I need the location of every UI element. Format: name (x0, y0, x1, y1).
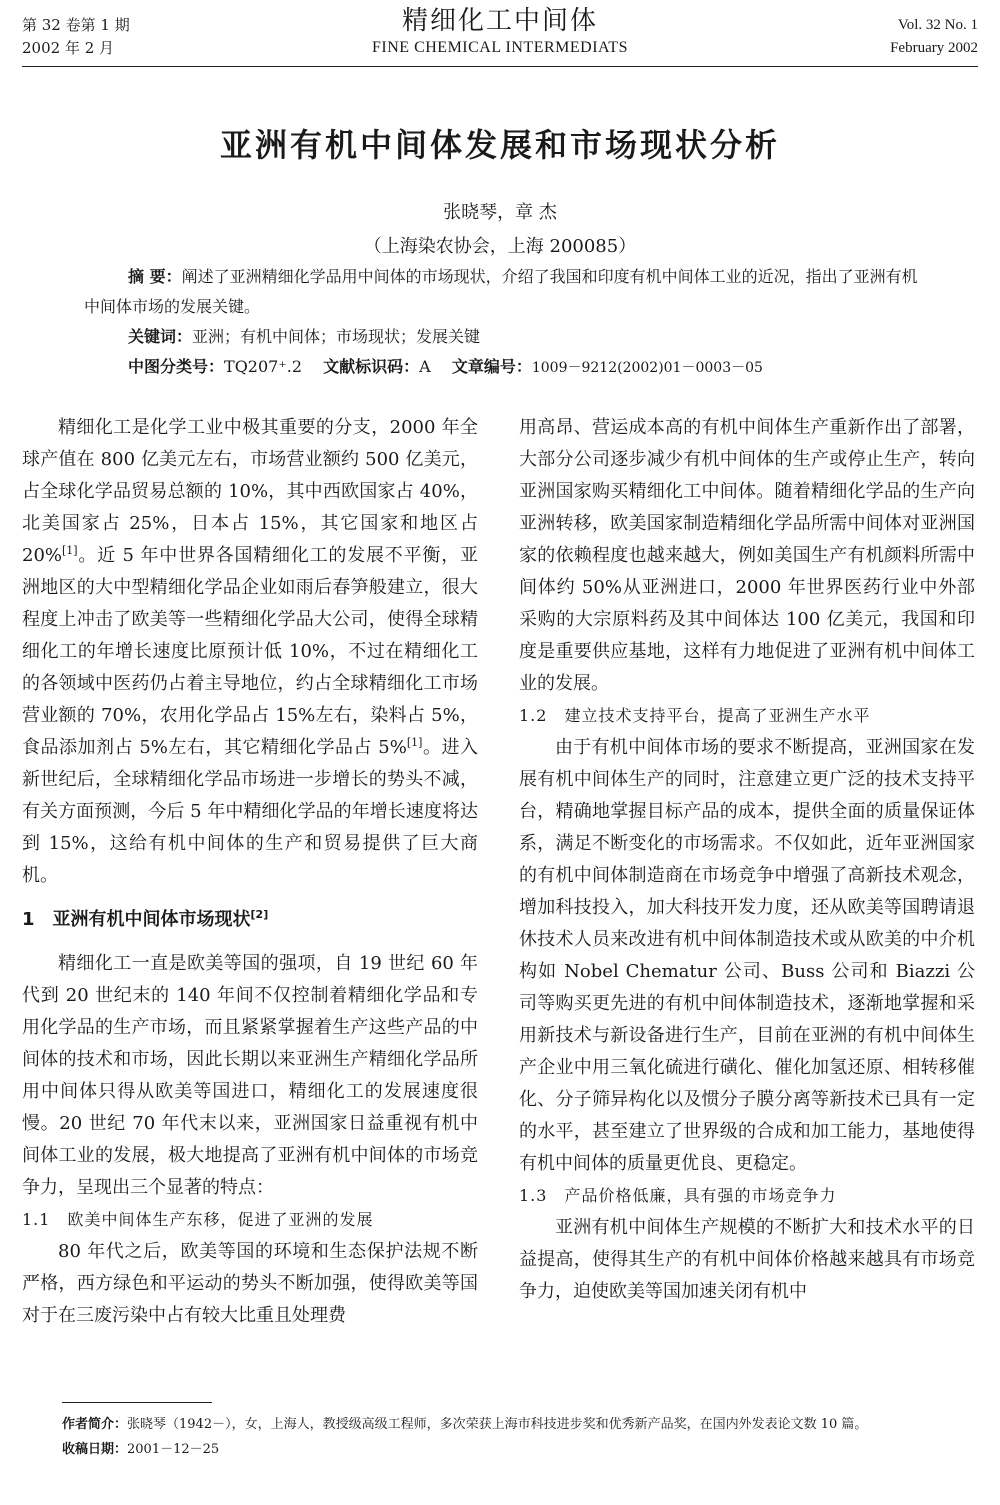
right-column (519, 412, 975, 1308)
header-rule (22, 66, 978, 67)
paragraph-intro (22, 412, 478, 892)
footnote-rule (62, 1402, 212, 1403)
article-title: 亚洲有机中间体发展和市场现状分析 (219, 126, 780, 164)
intro-text-a: 精细化工是化学工业中极其重要的分支，2000 年全球产值在 800 亿美元左右，市场营业额约 500 亿美元，占全球化学品贸易总额的 10%，其中西欧国家占 40%，北美国家占 25%，日本占 15%，其它国家和地区占 20% (22, 417, 478, 566)
intro-text-b: 。近 5 年中世界各国精细化工的发展不平衡，亚洲地区的大中型精细化学品企业如雨后春笋般建立，很大程度上冲击了欧美等一些精细化学品大公司，使得全球精细化工的年增长速度比原预计低 10%，不过在精细化工的各领域中医药仍占着主导地位，约占全球精细化工市场营业额的 70%，农用化学品占 15%左右，染料占 5%，食品添加剂占 5%左右，其它精细化学品占 5% (22, 545, 478, 758)
bio-label: 作者简介： (62, 1417, 128, 1432)
journal-name-en: FINE CHEMICAL INTERMEDIATS (372, 39, 628, 56)
clc-value: TQ207⁺.2 (224, 357, 303, 376)
left-column (22, 412, 478, 1332)
header-center (0, 6, 1000, 60)
doc-code-label: 文献标识码： (323, 357, 420, 376)
subsection-heading-1-1: 1.1 欧美中间体生产东移，促进了亚洲的发展 (22, 1210, 374, 1229)
clc-label: 中图分类号： (128, 357, 225, 376)
received-label: 收稿日期： (62, 1442, 128, 1457)
authors: 张晓琴，章 杰 (443, 202, 557, 223)
journal-name-cn: 精细化工中间体 (401, 6, 598, 36)
bio-text: 张晓琴（1942－），女，上海人，教授级高级工程师，多次荣获上海市科技进步奖和优秀新产品奖，在国内外发表论文数 10 篇。 (127, 1417, 868, 1432)
paragraph-1-1: 80 年代之后，欧美等国的环境和生态保护法规不断严格，西方绿色和平运动的势头不断加强，使得欧美等国对于在三废污染中占有较大比重且处理费 (22, 1241, 478, 1326)
paragraph-1-2: 由于有机中间体市场的要求不断提高，亚洲国家在发展有机中间体生产的同时，注意建立更广泛的技术支持平台，精确地掌握目标产品的成本，提供全面的质量保证体系，满足不断变化的市场需求。不仅如此，近年亚洲国家的有机中间体制造商在市场竞争中增强了高新技术观念，增加科技投入，加大科技开发力度，还从欧美等国聘请退休技术人员来改进有机中间体制造技术或从欧美的中介机构如 Nobel Chematur 公司、Buss 公司和 Biazzi 公司等购买更先进的有机中间体制造技术，逐渐地掌握和采用新技术与新设备进行生产，目前在亚洲的有机中间体生产企业中用三氧化硫进行磺化、催化加氢还原、相转移催化、分子筛异构化以及惯分子膜分离等新技术已具有一定的水平，甚至建立了世界级的合成和加工能力，基地使得有机中间体的质量更优良、更稳定。 (519, 737, 975, 1174)
volume-issue-cn: 第 32 卷第 1 期 (22, 16, 130, 34)
running-header (0, 0, 1000, 70)
intro-text-c: 。进入新世纪后，全球精细化学品市场进一步增长的势头不减，有关方面预测，今后 5 年中精细化学品的年增长速度将达到 15%，这给有机中间体的生产和贸易提供了巨大商机。 (22, 737, 478, 886)
doc-code-value: A (419, 357, 431, 376)
abstract-block (84, 260, 920, 383)
citation-ref: [2] (250, 908, 269, 921)
subsection-heading-1-3: 1.3 产品价格低廉，具有强的市场竞争力 (519, 1186, 837, 1205)
section-1-title: 1 亚洲有机中间体市场现状 (22, 909, 251, 930)
abstract-text: 阐述了亚洲精细化学品用中间体的市场现状，介绍了我国和印度有机中间体工业的近况，指出了亚洲有机中间体市场的发展关键。 (84, 267, 918, 316)
affiliation: （上海染农协会，上海 200085） (363, 236, 637, 257)
date-en: February 2002 (890, 40, 978, 56)
date-cn: 2002 年 2 月 (22, 39, 115, 57)
subsection-heading-1-2: 1.2 建立技术支持平台，提高了亚洲生产水平 (519, 706, 871, 725)
citation-ref: [1] (406, 736, 423, 749)
paragraph-section1: 精细化工一直是欧美等国的强项，自 19 世纪 60 年代到 20 世纪末的 140 年间不仅控制着精细化学品和专用化学品的生产市场，而且紧紧掌握着生产这些产品的中间体的技术和市场，因此长期以来亚洲生产精细化学品所用中间体只得从欧美等国进口，精细化工的发展速度很慢。20 世纪 70 年代末以来，亚洲国家日益重视有机中间体工业的发展，极大地提高了亚洲有机中间体的市场竞争力，呈现出三个显著的特点： (22, 953, 478, 1198)
article-id-label: 文章编号： (451, 357, 532, 376)
volume-issue-en: Vol. 32 No. 1 (897, 17, 978, 33)
keywords-label: 关键词： (128, 327, 193, 346)
received-date: 2001－12－25 (127, 1442, 220, 1457)
section-heading-1 (22, 904, 478, 936)
paragraph-1-3: 亚洲有机中间体生产规模的不断扩大和技术水平的日益提高，使得其生产的有机中间体价格越来越具有市场竞争力，迫使欧美等国加速关闭有机中 (519, 1217, 975, 1302)
abstract-label: 摘 要： (128, 267, 182, 286)
citation-ref: [1] (62, 544, 78, 557)
keywords-text: 亚洲；有机中间体；市场现状；发展关键 (192, 327, 481, 346)
header-right (890, 14, 978, 60)
paragraph-1-1-cont: 用高昂、营运成本高的有机中间体生产重新作出了部署，大部分公司逐步减少有机中间体的生产或停止生产，转向亚洲国家购买精细化工中间体。随着精细化学品的生产向亚洲转移，欧美国家制造精细化学品所需中间体对亚洲国家的依赖程度也越来越大，例如美国生产有机颜料所需中间体约 50%从亚洲进口，2000 年世界医药行业中外部采购的大宗原料药及其中间体达 100 亿美元，我国和印度是重要供应基地，这样有力地促进了亚洲有机中间体工业的发展。 (519, 417, 975, 694)
footnote (62, 1412, 982, 1462)
article-id-value: 1009－9212(2002)01－0003－05 (531, 360, 763, 376)
